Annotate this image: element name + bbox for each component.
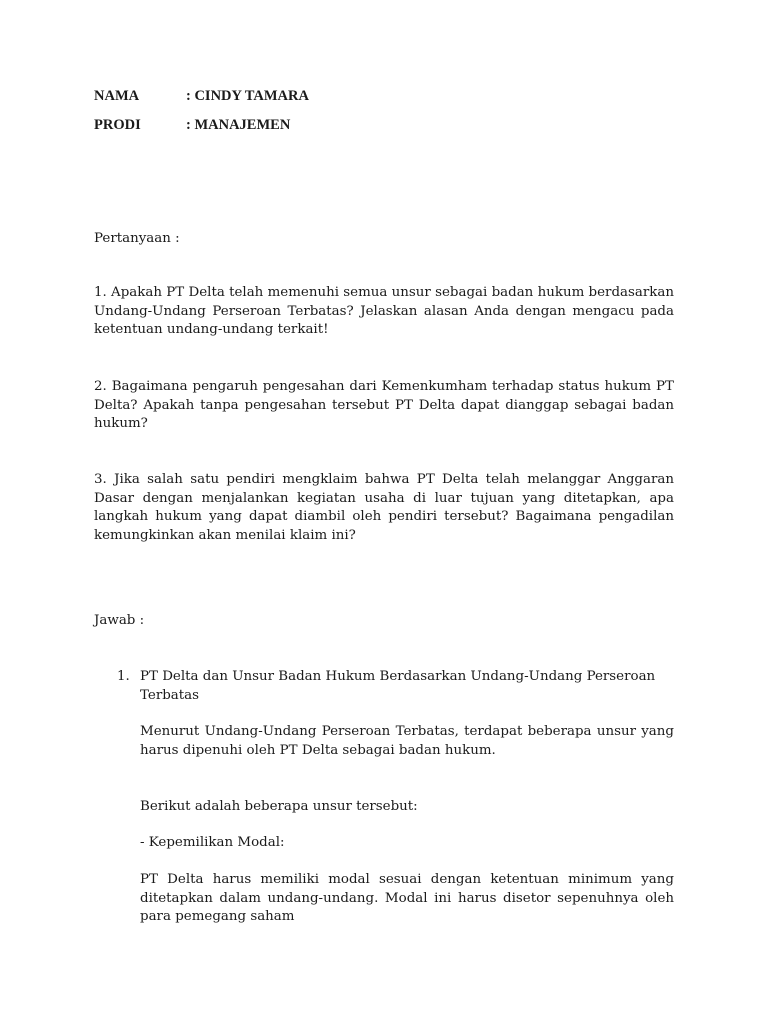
- answer-1-item-text: PT Delta harus memiliki modal sesuai dengan ketentuan minimum yang ditetapkan dalam undang-undang. Modal ini harus disetor sepenuhnya oleh para pemegang saham: [140, 872, 674, 925]
- answers-label: Jawab :: [94, 613, 145, 628]
- answer-1-number: 1.: [117, 669, 130, 684]
- question-3: 3. Jika salah satu pendiri mengklaim bahwa PT Delta telah melanggar Anggaran Dasar dengan menjalankan kegiatan usaha di luar tujuan yang ditetapkan, apa langkah hukum yang dapat diambil oleh pendiri tersebut? Bagaimana pengadilan kemungkinkan akan menilai klaim ini?: [94, 472, 674, 543]
- answer-1-item-heading: - Kepemilikan Modal:: [140, 835, 285, 850]
- questions-label: Pertanyaan :: [94, 231, 180, 246]
- answer-1-intro: Menurut Undang-Undang Perseroan Terbatas, terdapat beberapa unsur yang harus dipenuhi oleh PT Delta sebagai badan hukum.: [140, 724, 674, 758]
- prodi-row: [94, 117, 290, 134]
- name-value: : CINDY TAMARA: [186, 88, 309, 104]
- name-label: NAMA: [94, 88, 140, 104]
- answer-1-title: PT Delta dan Unsur Badan Hukum Berdasarkan Undang-Undang Perseroan Terbatas: [140, 669, 656, 703]
- prodi-value: : MANAJEMEN: [186, 117, 291, 133]
- name-row: [94, 88, 309, 105]
- question-2: 2. Bagaimana pengaruh pengesahan dari Kemenkumham terhadap status hukum PT Delta? Apakah tanpa pengesahan tersebut PT Delta dapat dianggap sebagai badan hukum?: [94, 379, 674, 432]
- prodi-label: PRODI: [94, 117, 141, 133]
- answer-1-list-intro: Berikut adalah beberapa unsur tersebut:: [140, 799, 418, 814]
- question-1: 1. Apakah PT Delta telah memenuhi semua unsur sebagai badan hukum berdasarkan Undang-Undang Perseroan Terbatas? Jelaskan alasan Anda dengan mengacu pada ketentuan undang-undang terkait!: [94, 285, 674, 338]
